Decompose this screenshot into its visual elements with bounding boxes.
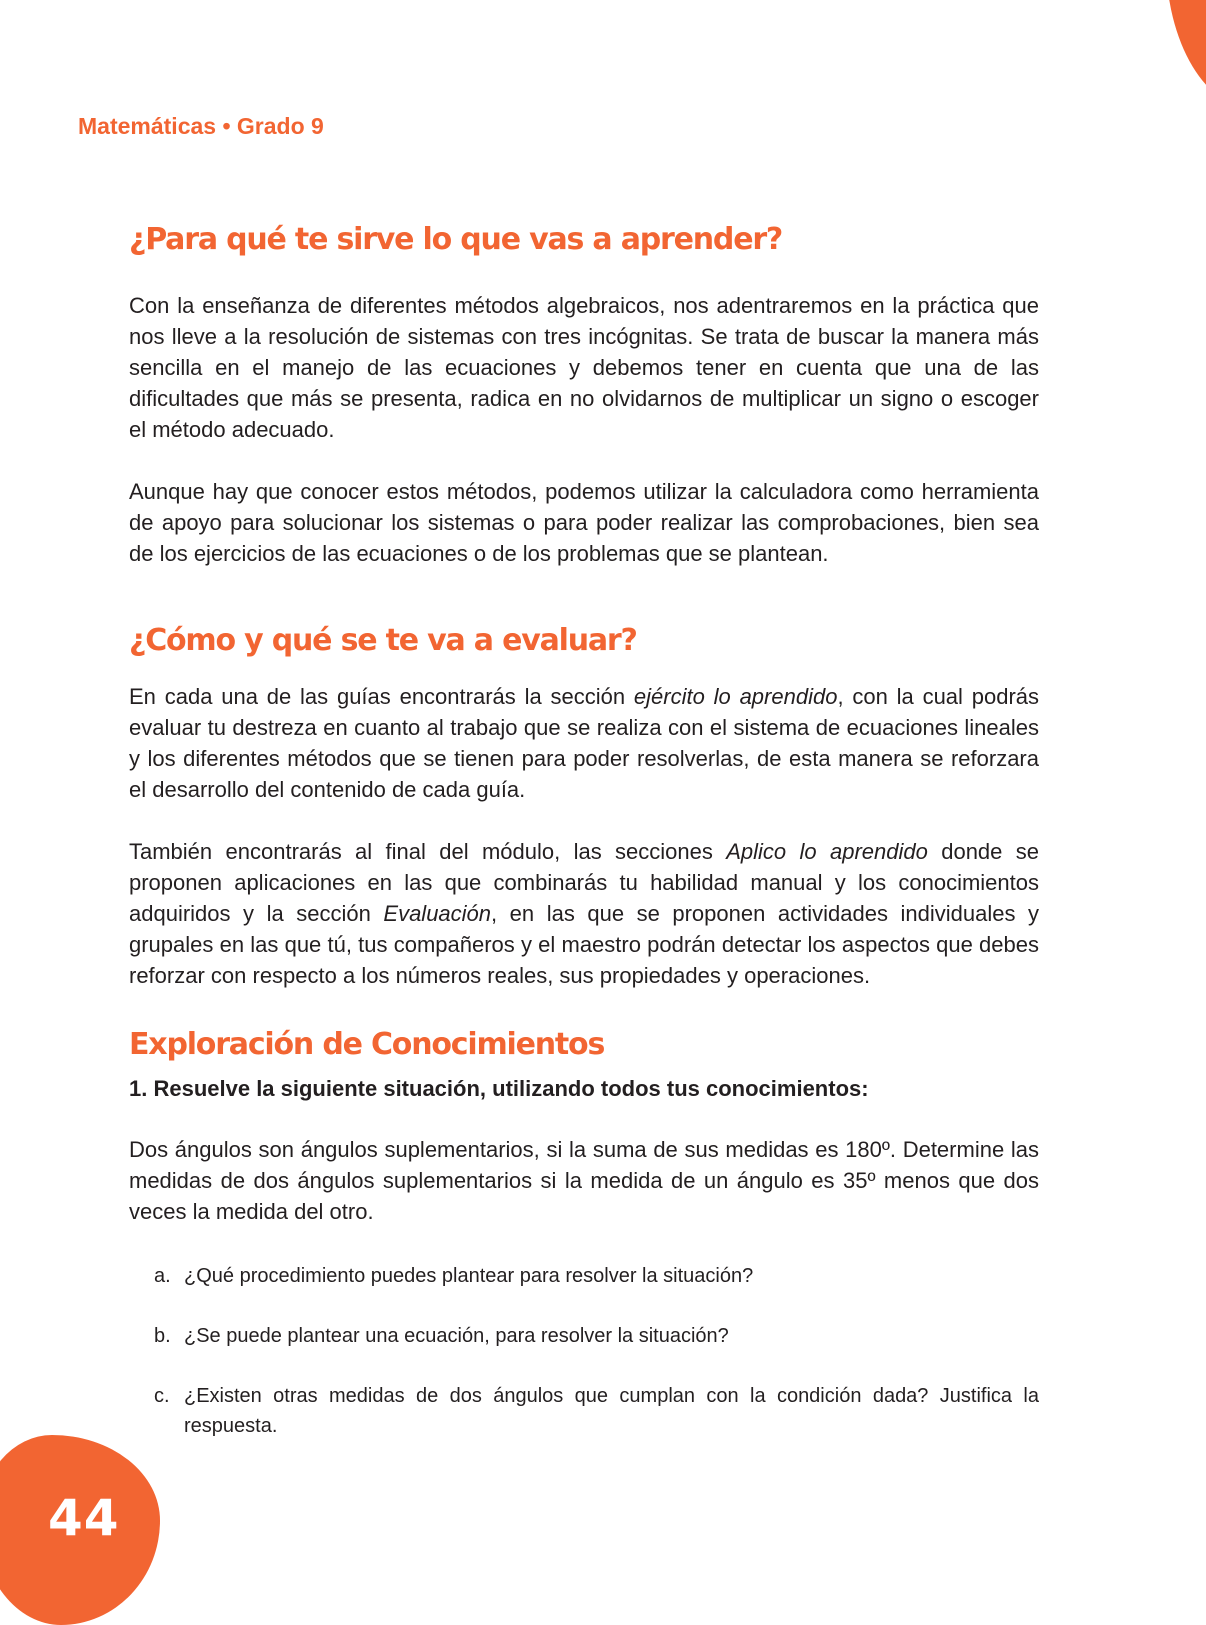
- question-letter: b.: [154, 1325, 171, 1347]
- corner-decoration: [1166, 0, 1206, 110]
- purpose-paragraph-1: Con la enseñanza de diferentes métodos algebraicos, nos adentraremos en la práctica que nos lleve a la resolución de sistemas con tres incógnitas. Se trata de buscar la manera más sencilla en el manejo de las ecuaciones y debemos tener en cuenta que una de las dificultades que más se presenta, radica en no olvidarnos de multiplicar un signo o escoger el método adecuado.: [129, 293, 1039, 442]
- text-run: donde se proponen aplicaciones en las que combinarás tu habilidad manual y los conocimientos adquiridos y la sección: [129, 839, 1039, 926]
- page-number: 44: [48, 1489, 120, 1547]
- running-head: Matemáticas • Grado 9: [78, 113, 324, 139]
- emphasis-run: Aplico lo aprendido: [726, 839, 928, 864]
- section-title-exploration: Exploración de Conocimientos: [129, 1027, 605, 1062]
- question-list: [129, 1261, 1039, 1441]
- question-text: ¿Se puede plantear una ecuación, para resolver la situación?: [184, 1325, 729, 1347]
- list-item: [129, 1381, 1039, 1441]
- text-run: , con la cual podrás evaluar tu destreza en cuanto al trabajo que se realiza con el sistema de ecuaciones lineales y los diferentes métodos que se tienen para poder resolverlas, de esta manera se reforzara el desarrollo del contenido de cada guía.: [129, 684, 1040, 802]
- text-run: , en las que se proponen actividades individuales y grupales en las que tú, tus compañeros y el maestro podrán detectar los aspectos que debes reforzar con respecto a los números reales, sus propiedades y operaciones.: [129, 901, 1039, 988]
- emphasis-run: ejército lo aprendido: [633, 684, 838, 709]
- page-content: [129, 220, 1039, 1471]
- section-title-purpose: ¿Para qué te sirve lo que vas a aprender?: [129, 222, 783, 257]
- emphasis-run: Evaluación: [383, 901, 492, 926]
- question-letter: c.: [154, 1385, 170, 1407]
- purpose-paragraph-2: Aunque hay que conocer estos métodos, podemos utilizar la calculadora como herramienta de apoyo para solucionar los sistemas o para poder realizar las comprobaciones, bien sea de los ejercicios de las ecuaciones o de los problemas que se plantean.: [129, 479, 1039, 566]
- question-letter: a.: [154, 1265, 171, 1287]
- list-item: [129, 1321, 1039, 1351]
- evaluation-paragraph-1: [129, 681, 1039, 805]
- question-text: ¿Existen otras medidas de dos ángulos que cumplan con la condición dada? Justifica la respuesta.: [184, 1385, 1039, 1437]
- evaluation-paragraph-2: [129, 836, 1039, 991]
- text-run: En cada una de las guías encontrarás la sección: [129, 684, 634, 709]
- question-text: ¿Qué procedimiento puedes plantear para resolver la situación?: [184, 1265, 754, 1287]
- problem-statement: Dos ángulos son ángulos suplementarios, si la suma de sus medidas es 180º. Determine las medidas de dos ángulos suplementarios si la medida de un ángulo es 35º menos que dos veces la medida del otro.: [129, 1137, 1039, 1224]
- section-title-evaluation: ¿Cómo y qué se te va a evaluar?: [129, 623, 637, 658]
- task-instruction: 1. Resuelve la siguiente situación, utilizando todos tus conocimientos:: [129, 1076, 869, 1101]
- text-run: También encontrarás al final del módulo, las secciones: [129, 839, 727, 864]
- list-item: [129, 1261, 1039, 1291]
